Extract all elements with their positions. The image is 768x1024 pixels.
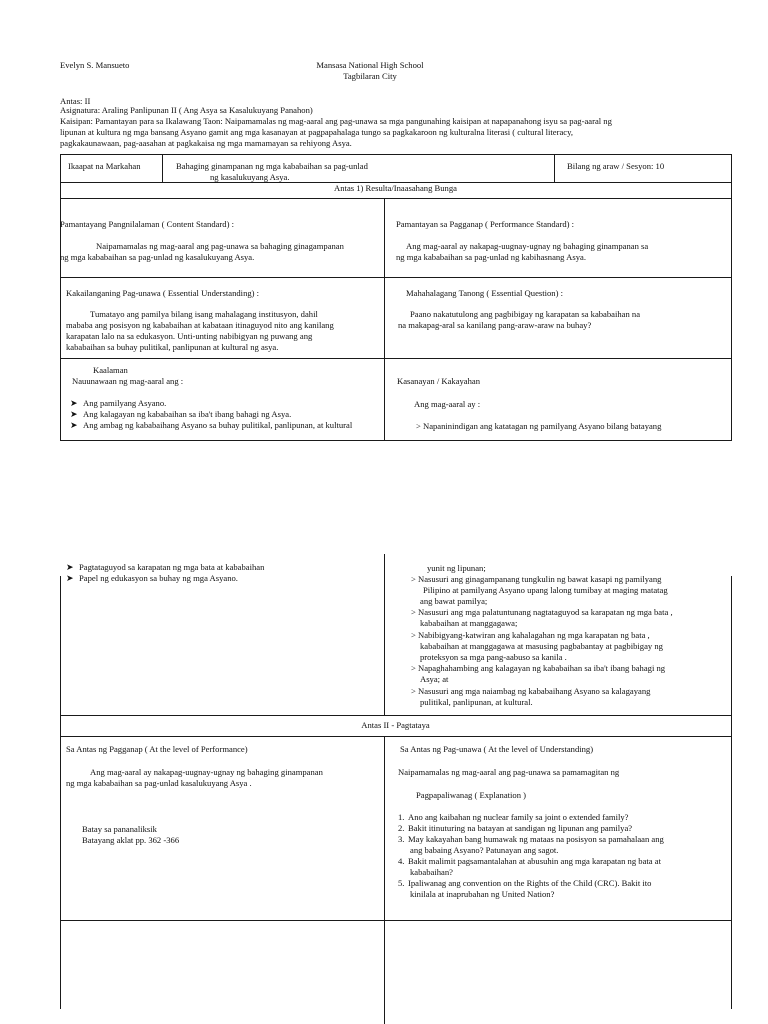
table-left-border <box>60 715 61 1009</box>
row-divider <box>60 277 731 278</box>
understanding-sub: Pagpapaliwanag ( Explanation ) <box>416 790 527 800</box>
kaisipan-line-2: lipunan at kultura ng mga bansang Asyano gamit ang mga kasanayan at pagpapahalaga tungo sa pagkakaroon ng kulturalna literasi ( cultural literacy, <box>60 127 573 137</box>
kasanayan-line: ang bawat pamilya; <box>420 596 488 606</box>
list-item: ➤ Papel ng edukasyon sa buhay ng mga Asyano. <box>66 573 238 583</box>
kasanayan-line: kababaihan at manggagawa at masusing pagbabantay at pagbibigay ng <box>420 641 663 651</box>
kasanayan-line: yunit ng lipunan; <box>427 563 486 573</box>
list-item: ➤ Pagtataguyod sa karapatan ng mga bata at kababaihan <box>66 562 265 572</box>
table-right-border <box>731 576 732 715</box>
content-standard-label: Pamantayang Pangnilalaman ( Content Standard) : <box>60 219 234 229</box>
content-standard-line-2: ng mga kababaihan sa pag-unlad ng kasalukuyang Asya. <box>60 252 255 262</box>
kasanayan-sub: Ang mag-aaral ay : <box>414 399 481 409</box>
row-divider <box>60 198 731 199</box>
eq-line-2: na makapag-aral sa kanilang pang-araw-araw na buhay? <box>398 320 592 330</box>
row-divider <box>60 736 731 737</box>
kasanayan-line: Pilipino at pamilyang Asyano upang lalong tumibay at maging matatag <box>423 585 668 595</box>
section1-title: Antas 1) Resulta/Inaasahang Bunga <box>334 183 457 193</box>
row-divider <box>60 920 731 921</box>
performance-level-line-2: ng mga kababaihan sa pag-unlad kasalukuyang Asya . <box>66 778 252 788</box>
kasanayan-line: kababaihan at manggagawa; <box>420 618 518 628</box>
bilang-cell: Bilang ng araw / Sesyon: 10 <box>567 161 665 171</box>
kasanayan-line: > Nasusuri ang mga naiambag ng kababaihang Asyano sa kalagayang <box>411 686 651 696</box>
eu-line-3: karapatan lalo na sa edukasyon. Unti-unting nabibigyan ng puwang ang <box>66 331 313 341</box>
performance-standard-line-2: ng mga kababaihan sa pag-unlad ng kabihasnang Asya. <box>396 252 586 262</box>
table-left-border <box>60 576 61 715</box>
kasanayan-first: > Napaninindigan ang katatagan ng pamilyang Asyano bilang batayang <box>416 421 662 431</box>
kasanayan-line: > Napaghahambing ang kalagayan ng kababaihan sa iba't ibang bahagi ng <box>411 663 666 673</box>
kaalaman-list-continued <box>56 562 264 584</box>
performance-standard-label: Pamantayan sa Pagganap ( Performance Standard) : <box>396 219 575 229</box>
eu-line-4: kababaihan sa buhay pulitikal, panlipunan at kultural ng asya. <box>66 342 279 352</box>
list-item: ➤ Ang pamilyang Asyano. <box>70 398 167 408</box>
kaalaman-list <box>60 398 352 431</box>
teacher-name: Evelyn S. Mansueto <box>60 60 130 70</box>
section2-title: Antas II - Pagtataya <box>361 720 430 730</box>
arrow-bullet-icon: ➤ <box>70 398 78 408</box>
list-item: kababaihan? <box>410 867 453 877</box>
question-list <box>398 812 664 900</box>
kasanayan-line: > Nasusuri ang mga palatuntunang nagtataguyod sa karapatan ng mga bata , <box>411 607 673 617</box>
col-divider <box>384 198 385 441</box>
topic-line-2: ng kasalukuyang Asya. <box>210 172 290 182</box>
understanding-intro: Naipamamalas ng mag-aaral ang pag-unawa sa pamamagitan ng <box>398 767 620 777</box>
col-divider <box>554 154 555 183</box>
kaisipan-line-3: pagkakaunawaan, pag-aasahan at pagkakaisa ng mga mamamayan sa rehiyong Asya. <box>60 138 352 148</box>
school-city: Tagbilaran City <box>343 71 397 81</box>
kaisipan-line-1: Kaisipan: Pamantayan para sa Ikalawang Taon: Naipamamalas ng mag-aaral ang pag-unawa sa mga pangunahing kaisipan at napapanahong isyu sa pag-aaral ng <box>60 116 612 126</box>
batay-line-1: Batay sa pananaliksik <box>82 824 157 834</box>
arrow-bullet-icon: ➤ <box>66 562 74 572</box>
arrow-bullet-icon: ➤ <box>70 409 78 419</box>
kasanayan-line: proteksyon sa mga pang-aabuso sa kanila . <box>420 652 567 662</box>
performance-standard-line-1: Ang mag-aaral ay nakapag-uugnay-ugnay ng bahaging ginampanan sa <box>406 241 649 251</box>
kasanayan-line: pulitikal, panlipunan, at kultural. <box>420 697 533 707</box>
col-divider <box>384 554 385 716</box>
batay-line-2: Batayang aklat pp. 362 -366 <box>82 835 180 845</box>
row-divider <box>60 440 731 441</box>
kasanayan-line: > Nasusuri ang ginagampanang tungkulin ng bawat kasapi ng pamilyang <box>411 574 662 584</box>
topic-line-1: Bahaging ginampanan ng mga kababaihan sa pag-unlad <box>176 161 368 171</box>
eu-line-2: mababa ang posisyon ng kababaihan at kabataan itinaguyod nito ang kanilang <box>66 320 334 330</box>
antas-line: Antas: II <box>60 96 91 106</box>
kasanayan-label: Kasanayan / Kakayahan <box>397 376 481 386</box>
table-right-border <box>731 154 732 441</box>
arrow-bullet-icon: ➤ <box>70 420 78 430</box>
kaalaman-label: Kaalaman <box>93 365 128 375</box>
kasanayan-line: Asya; at <box>420 674 449 684</box>
list-item: 1. Ano ang kaibahan ng nuclear family sa joint o extended family? <box>398 812 629 822</box>
asignatura-line: Asignatura: Araling Panlipunan II ( Ang Asya sa Kasalukuyang Panahon) <box>60 105 313 115</box>
list-item: ➤ Ang kalagayan ng kababaihan sa iba't ibang bahagi ng Asya. <box>70 409 292 419</box>
list-item: 2. Bakit itinuturing na batayan at sandigan ng lipunan ang pamilya? <box>398 823 633 833</box>
col-divider <box>384 736 385 1024</box>
eq-label: Mahahalagang Tanong ( Essential Question) : <box>406 288 563 298</box>
table-top-border <box>60 154 731 155</box>
markahan-cell: Ikaapat na Markahan <box>68 161 141 171</box>
list-item: 3. May kakayahan bang humawak ng mataas na posisyon sa pamahalaan ang <box>398 834 664 844</box>
col-divider <box>162 154 163 183</box>
row-divider <box>60 358 731 359</box>
arrow-bullet-icon: ➤ <box>66 573 74 583</box>
eu-label: Kakailanganing Pag-unawa ( Essential Understanding) : <box>66 288 260 298</box>
eu-line-1: Tumatayo ang pamilya bilang isang mahalagang institusyon, dahil <box>90 309 318 319</box>
row-divider <box>60 715 731 716</box>
eq-line-1: Paano nakatutulong ang pagbibigay ng karapatan sa kababaihan na <box>410 309 641 319</box>
list-item: 4. Bakit malimit pagsamantalahan at abusuhin ang mga karapatan ng bata at <box>398 856 661 866</box>
list-item: kinilala at inaprubahan ng United Nation? <box>410 889 555 899</box>
performance-level-label: Sa Antas ng Pagganap ( At the level of Performance) <box>66 744 248 754</box>
understanding-level-label: Sa Antas ng Pag-unawa ( At the level of Understanding) <box>400 744 594 754</box>
list-item: ang babaing Asyano? Patunayan ang sagot. <box>410 845 559 855</box>
table-right-border <box>731 715 732 1009</box>
performance-level-line-1: Ang mag-aaral ay nakapag-uugnay-ugnay ng bahaging ginampanan <box>90 767 323 777</box>
list-item: ➤ Ang ambag ng kababaihang Asyano sa buhay pulitikal, panlipunan, at kultural <box>70 420 353 430</box>
kasanayan-line: > Nabibigyang-katwiran ang kahalagahan ng mga karapatan ng bata , <box>411 630 650 640</box>
kaalaman-sub: Nauunawaan ng mag-aaral ang : <box>72 376 184 386</box>
school-name: Mansasa National High School <box>316 60 424 70</box>
list-item: 5. Ipaliwanag ang convention on the Rights of the Child (CRC). Bakit ito <box>398 878 652 888</box>
content-standard-line-1: Naipamamalas ng mag-aaral ang pag-unawa sa bahaging ginagampanan <box>96 241 344 251</box>
